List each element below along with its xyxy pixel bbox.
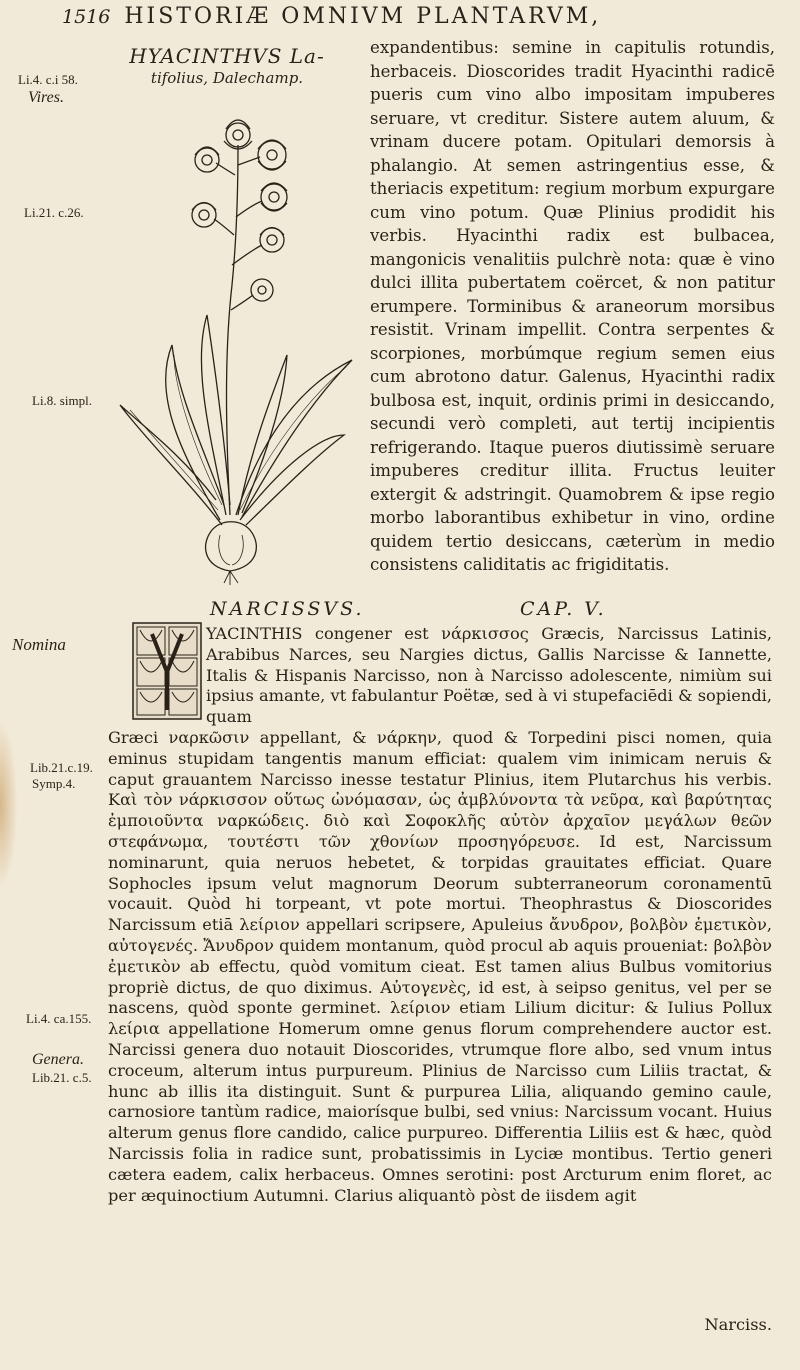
decorated-initial-icon: [132, 622, 202, 720]
running-title: HISTORIÆ OMNIVM PLANTARVM,: [124, 4, 602, 29]
margin-note-ref: Lib.21.c.19.: [30, 760, 93, 775]
margin-note-ref: Li.21. c.26.: [24, 205, 84, 220]
narcissus-intro-text: YACINTHIS congener est νάρκισσος Græcis, Narcissus Latinis, Arabibus Narces, seu Nargies dictus, Gallis Narcisse & Iannette, Italis & Hispanis Narcisso, non à Narcisso adolescente, nimiùm sui ipsius amante, vt fabulantur Poëtæ, sed à vi stupefaciēdi & sopiendi, quam: [206, 624, 772, 727]
figure-caption-line1: HYACINTHVS La-: [129, 44, 325, 68]
running-head: [62, 4, 782, 34]
chapter-number: CAP. V.: [520, 598, 607, 620]
margin-note-ref: Li.4. c.i 58.: [18, 72, 78, 87]
page-stain: [0, 720, 18, 890]
margin-note-genera: Genera.: [32, 1051, 84, 1068]
page-number: 1516: [62, 6, 111, 28]
margin-note-ref: Symp.4.: [32, 776, 76, 791]
catchword: Narciss.: [704, 1315, 772, 1334]
figure-caption: [112, 44, 342, 88]
margin-note-vires: Vires.: [28, 89, 64, 106]
figure-caption-line2: tifolius, Dalechamp.: [150, 69, 304, 87]
hyacinth-woodcut-illustration: [112, 105, 357, 585]
margin-note-ref: Lib.21. c.5.: [32, 1070, 92, 1085]
flower-icon: [224, 120, 252, 149]
narcissus-body-text: Græci ναρκῶσιν appellant, & νάρκην, quod & Torpedini pisci nomen, quia eminus stupidam tangentis manum efficiat: qualem vim inimicam neruis & caput grauantem Narcisso inesse testatur Plinius, item Plutarchus his verbis. Καὶ τὸν νάρκισσον οὕτως ὠνόμασαν, ὡς ἀμβλύνοντα τὰ νεῦρα, καὶ βαρύτητας ἐμποιοῦντα ναρκώδεις. διὸ καὶ Σοφοκλῆς αὐτὸν ἀρχαῖον μεγάλων θεῶν στεφάνωμα, τουτέστι τῶν χθονίων προσηγόρευσε. Id est, Narcissum nominarunt, quia neruos hebetet, & torpidas grauitates efficiat. Quare Sophocles ipsum velut magnorum Deorum subterraneorum coronamentū vocauit. Quòd hi torpeant, vt pote mortui. Theophrastus & Dioscorides Narcissum etiā λείριον appellari scripsere, Apuleius ἄνυδρον, βολβὸν ἐμετικὸν, αὐτογενές. Ἄνυδρον quidem montanum, quòd procul ab aquis proueniat: βολβὸν ἐμετικὸν ab effectu, quòd vomitum cieat. Est tamen alius Bulbus vomitorius propriè dictus, de quo diximus. Αὐτογενὲς, id est, à seipso genitus, vel per se nascens, quòd sponte germinet. λείριον etiam Lilium dicitur: & Iulius Pollux λείρια appellatione Homerum omne genus florum comprehendere auctor est. Narcissi genera duo notauit Dioscorides, vtrumque flore albo, sed vnum intus croceum, alterum intus purpureum. Plinius de Narcisso cum Liliis tractat, & hunc ab illis ita distinguit. Sunt & purpurea Lilia, aliquando gemino caule, carnosiore tantùm radice, maiorísque bulbi, sed vnius: Narcissum vocant. Huius alterum genus flore candido, calice purpureo. Differentia Liliis est & hæc, quòd Narcissis folia in radice sunt, probatissimis in Lyciæ montibus. Tertio generi cætera eadem, calix herbaceus. Omnes serotini: post Arcturum enim floret, ac per æquinoctium Autumni. Clarius aliquantò pòst de iisdem agit: [108, 728, 772, 1205]
margin-note-nomina: Nomina: [12, 635, 66, 654]
margin-note-ref: Li.4. ca.155.: [26, 1011, 92, 1026]
section-heading: [210, 598, 770, 624]
hyacinth-text-column: expandentibus: semine in capitulis rotundis, herbaceis. Dioscorides tradit Hyacinthi radicē pueris cum vino albo impositam impuberes seruare, vt creditur. Sistere autem aluum, & vrinam ducere potam. Opitulari demorsis à phalangio. At semen astringentius esse, & theriacis expetitum: regium morbum expurgare cum vino potum. Quæ Plinius prodidit his verbis. Hyacinthi radix est bulbacea, mangonicis venalitiis pulchrè nota: quæ è vino dulci illita pubertatem coërcet, & non patitur erumpere. Torminibus & araneorum morsibus resistit. Vrinam impellit. Contra serpentes & scorpiones, morbúmque regium semen eius cum abrotono datur. Galenus, Hyacinthi radix bulbosa est, inquit, ordinis primi in desiccando, secundi verò completi, aut tertij incipientis refrigerando. Itaque pueros diutissimè seruare impuberes creditur illita. Fructus leuiter extergit & adstringit. Quamobrem & ipse regio morbo laborantibus exhibetur in vino, ordine quidem tertio desiccans, cæterùm in medio consistens caliditatis ac frigiditatis.: [370, 38, 775, 574]
margin-note-ref: Li.8. simpl.: [32, 393, 92, 408]
section-title: NARCISSVS.: [210, 598, 365, 620]
